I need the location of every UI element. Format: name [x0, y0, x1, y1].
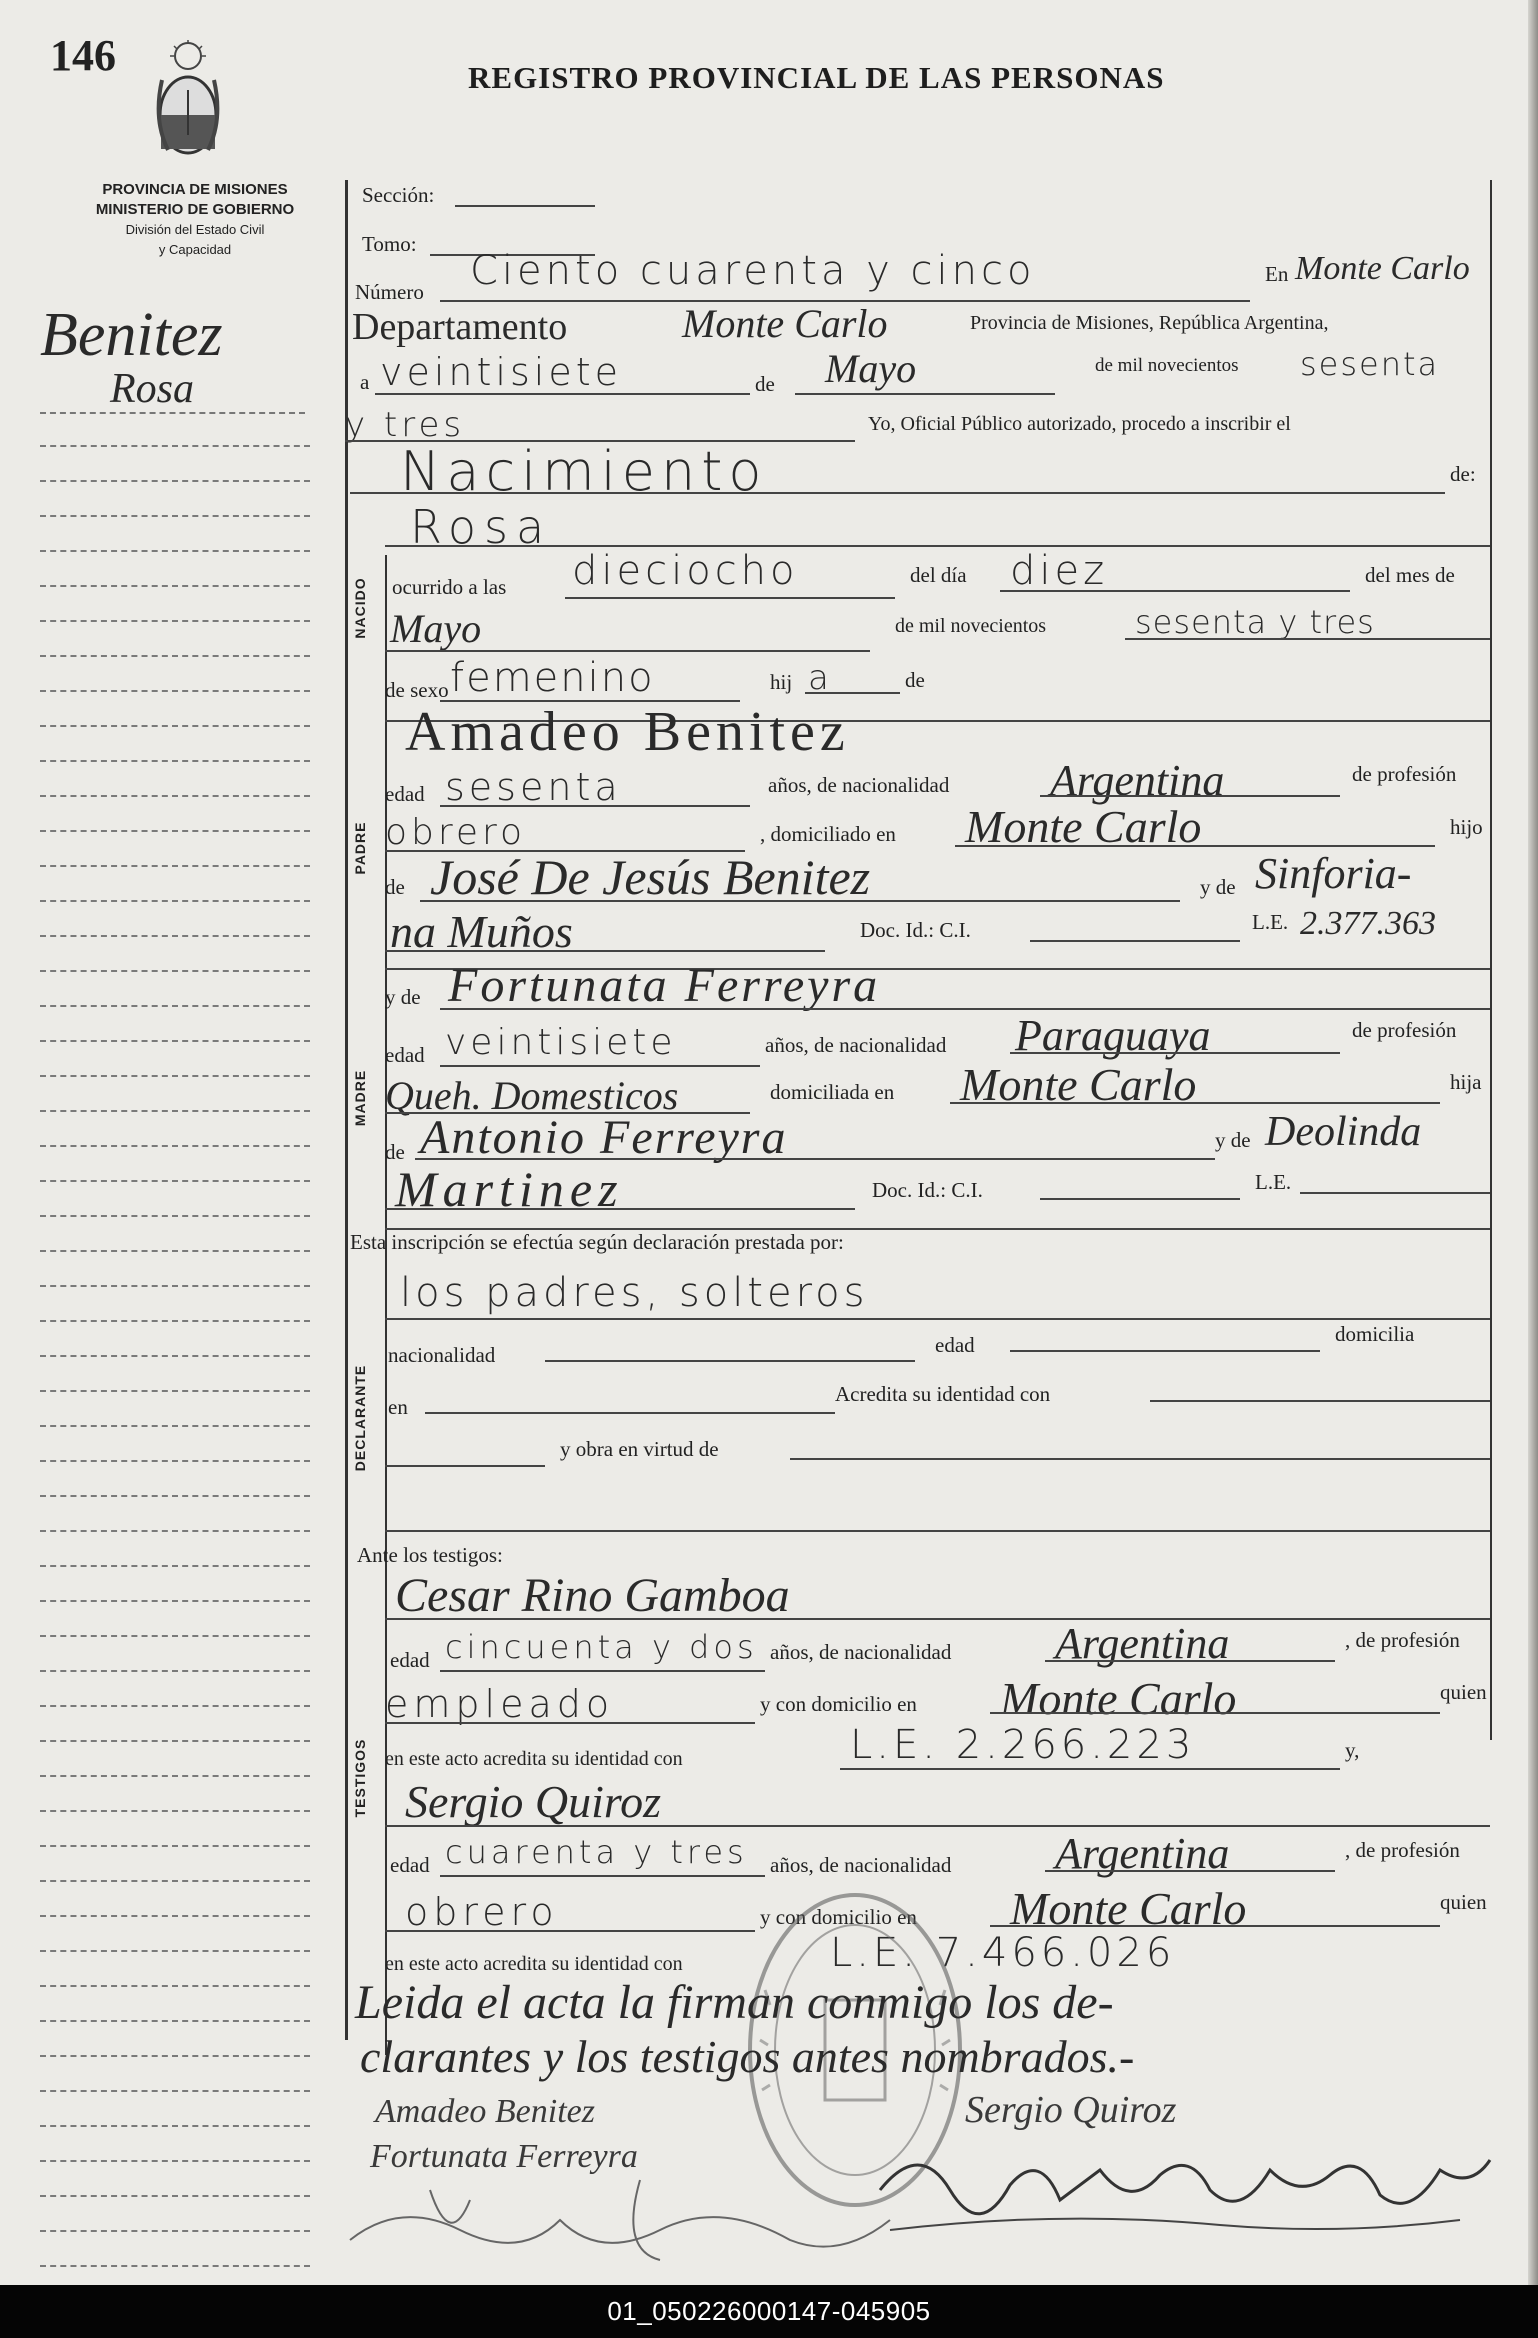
padre-anios-label: años, de nacionalidad [768, 773, 950, 797]
madre-y-de-label-2: y de [1215, 1128, 1251, 1152]
padre-le-value: 2.377.363 [1300, 905, 1436, 942]
issuer-line-4: y Capacidad [158, 242, 232, 257]
mes-value: Mayo [825, 346, 917, 391]
nacido-de-label: de [905, 668, 925, 692]
hij-value: a [808, 658, 833, 698]
de-mil-label: de mil novecientos [1095, 355, 1239, 376]
declarante-domicilia-label: domicilia [1335, 1322, 1415, 1346]
section-label-nacido: NACIDO [352, 577, 368, 639]
testigo-1-acredita-label: en este acto acredita su identidad con [385, 1748, 683, 1770]
hij-label: hij [770, 670, 793, 694]
image-id-footer: 01_050226000147-045905 [0, 2285, 1538, 2338]
signature-sergio-quiroz: Sergio Quiroz [965, 2089, 1177, 2131]
padre-edad-label: edad [385, 782, 425, 806]
padre-edad-value: sesenta [445, 765, 622, 809]
madre-hija-label: hija [1450, 1070, 1482, 1094]
declarante-edad-label: edad [935, 1333, 975, 1357]
signature-fortunata-ferreyra: Fortunata Ferreyra [370, 2138, 638, 2175]
testigo-2-quien-label: quien [1440, 1890, 1487, 1914]
declarante-en-label: en [388, 1395, 408, 1419]
issuer-line-1: PROVINCIA DE MISIONES [102, 181, 288, 198]
en-label: En [1265, 262, 1289, 286]
section-label-testigos: TESTIGOS [352, 1738, 368, 1818]
madre-y-de-label: y de [385, 985, 421, 1009]
madre-nombre: Fortunata Ferreyra [448, 959, 881, 1012]
nacido-dia-value: diez [1010, 548, 1109, 594]
testigo-1-domicilio-value: Monte Carlo [1000, 1673, 1237, 1724]
testigo-1-domicilio-label: y con domicilio en [760, 1692, 917, 1716]
section-label-declarante: DECLARANTE [352, 1364, 368, 1472]
del-mes-label: del mes de [1365, 563, 1455, 587]
madre-madre-de-value-2: Martinez [395, 1161, 624, 1217]
madre-edad-label: edad [385, 1043, 425, 1067]
testigo-2-domicilio-label: y con domicilio en [760, 1905, 917, 1929]
folio-number: 146 [50, 31, 116, 80]
madre-anios-label: años, de nacionalidad [765, 1033, 947, 1057]
padre-hijo-label: hijo [1450, 815, 1483, 839]
issuer-line-2: MINISTERIO DE GOBIERNO [95, 201, 295, 218]
madre-doc-label: Doc. Id.: C.I. [872, 1178, 983, 1202]
provincia-text: Provincia de Misiones, República Argentina, [970, 312, 1329, 334]
en-value: Monte Carlo [1295, 250, 1470, 287]
madre-domicilio-value: Monte Carlo [960, 1059, 1197, 1110]
testigo-2-anios-label: años, de nacionalidad [770, 1853, 952, 1877]
testigo-2-edad-value: cuarenta y tres [445, 1833, 748, 1871]
padre-padre-de-value: José De Jesús Benitez [430, 849, 871, 905]
padre-y-de-label: y de [1200, 875, 1236, 899]
numero-value: Ciento cuarenta y cinco [470, 248, 1036, 294]
madre-nacionalidad-value: Paraguaya [1015, 1011, 1211, 1060]
testigo-1-anios-label: años, de nacionalidad [770, 1640, 952, 1664]
madre-profesion-value: Queh. Domesticos [385, 1073, 679, 1118]
declarante-value: los padres, solteros [400, 1270, 869, 1316]
testigo-1-nombre: Cesar Rino Gamboa [395, 1569, 790, 1622]
nacido-de-mil-label: de mil novecientos [895, 615, 1047, 637]
coat-of-arms-icon [148, 40, 228, 170]
document-title: REGISTRO PROVINCIAL DE LAS PERSONAS [468, 60, 1165, 95]
declarante-acredita-label: Acredita su identidad con [835, 1382, 1051, 1406]
testigo-2-domicilio-value: Monte Carlo [1010, 1883, 1247, 1934]
madre-profesion-label: de profesión [1352, 1018, 1457, 1042]
acto-value: Nacimiento [400, 440, 768, 503]
testigo-2-edad-label: edad [390, 1853, 430, 1877]
declarante-intro: Esta inscripción se efectúa según declaración prestada por: [350, 1230, 844, 1254]
closing-line-1: Leida el acta la firman conmigo los de- [355, 1976, 1114, 2029]
departamento-value: Monte Carlo [682, 301, 888, 346]
testigo-1-profesion-value: empleado [385, 1682, 615, 1726]
section-label-padre: PADRE [352, 821, 368, 875]
testigo-1-edad-value: cincuenta y dos [445, 1628, 758, 1666]
sexo-value: femenino [450, 655, 655, 701]
padre-de-label: de [385, 875, 405, 899]
signature-amadeo-benitez: Amadeo Benitez [375, 2093, 595, 2130]
official-signature [860, 2130, 1500, 2250]
seccion-label: Sección: [362, 183, 435, 207]
testigos-intro: Ante los testigos: [357, 1543, 503, 1567]
declarante-nacionalidad-label: nacionalidad [388, 1343, 496, 1367]
madre-madre-de-value-1: Deolinda [1265, 1109, 1422, 1155]
nacido-mes-value: Mayo [390, 606, 482, 651]
sexo-label: de sexo [385, 678, 449, 702]
padre-madre-de-value-1: Sinforia- [1255, 849, 1412, 898]
padre-le-label: L.E. [1252, 910, 1289, 934]
padre-doc-label: Doc. Id.: C.I. [860, 918, 971, 942]
testigo-2-acredita-label: en este acto acredita su identidad con [385, 1953, 683, 1975]
departamento-label: Departamento [352, 306, 568, 348]
anio-value-2: y tres [345, 405, 466, 445]
testigo-2-nombre: Sergio Quiroz [405, 1776, 661, 1827]
testigo-1-quien-label: quien [1440, 1680, 1487, 1704]
testigo-2-profesion-label: , de profesión [1345, 1838, 1460, 1862]
dia-value: veintisiete [380, 350, 622, 394]
hora-value: dieciocho [572, 548, 799, 594]
madre-domiciliada-label: domiciliada en [770, 1080, 895, 1104]
issuer-line-3: División del Estado Civil [125, 222, 265, 237]
testigo-1-edad-label: edad [390, 1648, 430, 1672]
ocurrido-label: ocurrido a las [392, 575, 507, 599]
testigo-2-profesion-value: obrero [405, 1890, 559, 1934]
nacido-anio-value: sesenta y tres [1135, 603, 1375, 641]
a-label: a [360, 370, 370, 394]
padre-profesion-label: de profesión [1352, 762, 1457, 786]
numero-label: Número [355, 280, 424, 304]
section-label-madre: MADRE [352, 1069, 368, 1127]
padre-domiciliado-label: , domiciliado en [760, 822, 896, 846]
padre-nacionalidad-value: Argentina [1050, 756, 1225, 805]
padre-nombre: Amadeo Benitez [405, 701, 850, 763]
madre-edad-value: veintisiete [445, 1022, 677, 1063]
madre-le-label: L.E. [1255, 1170, 1292, 1194]
nacido-nombre: Rosa [410, 500, 553, 554]
de-label: de [755, 372, 775, 396]
madre-de-label: de [385, 1140, 405, 1164]
scribble-mark [340, 2160, 900, 2270]
de-colon-label: de: [1450, 462, 1476, 486]
margin-given-name: Rosa [110, 366, 194, 412]
del-dia-label: del día [910, 563, 967, 587]
testigo-2-nacionalidad-value: Argentina [1055, 1829, 1230, 1878]
testigo-2-doc-value: L.E. 7.466.026 [830, 1930, 1176, 1976]
testigo-1-doc-value: L.E. 2.266.223 [850, 1722, 1196, 1768]
tomo-label: Tomo: [362, 232, 417, 256]
margin-surname: Benitez [40, 301, 223, 369]
madre-padre-de-value: Antonio Ferreyra [420, 1111, 788, 1164]
anio-value-1: sesenta [1300, 345, 1440, 383]
testigo-1-nacionalidad-value: Argentina [1055, 1619, 1230, 1668]
padre-madre-de-value-2: na Muños [390, 906, 573, 957]
issuer-block [60, 180, 330, 260]
closing-line-2: clarantes y los testigos antes nombrados.- [360, 2031, 1135, 2082]
testigo-1-profesion-label: , de profesión [1345, 1628, 1460, 1652]
yo-text: Yo, Oficial Público autorizado, procedo a inscribir el [868, 413, 1291, 435]
padre-domicilio-value: Monte Carlo [965, 801, 1202, 852]
declarante-obra-label: y obra en virtud de [560, 1437, 719, 1461]
padre-profesion-value: obrero [385, 812, 527, 853]
testigo-1-y-label: y, [1345, 1738, 1360, 1762]
